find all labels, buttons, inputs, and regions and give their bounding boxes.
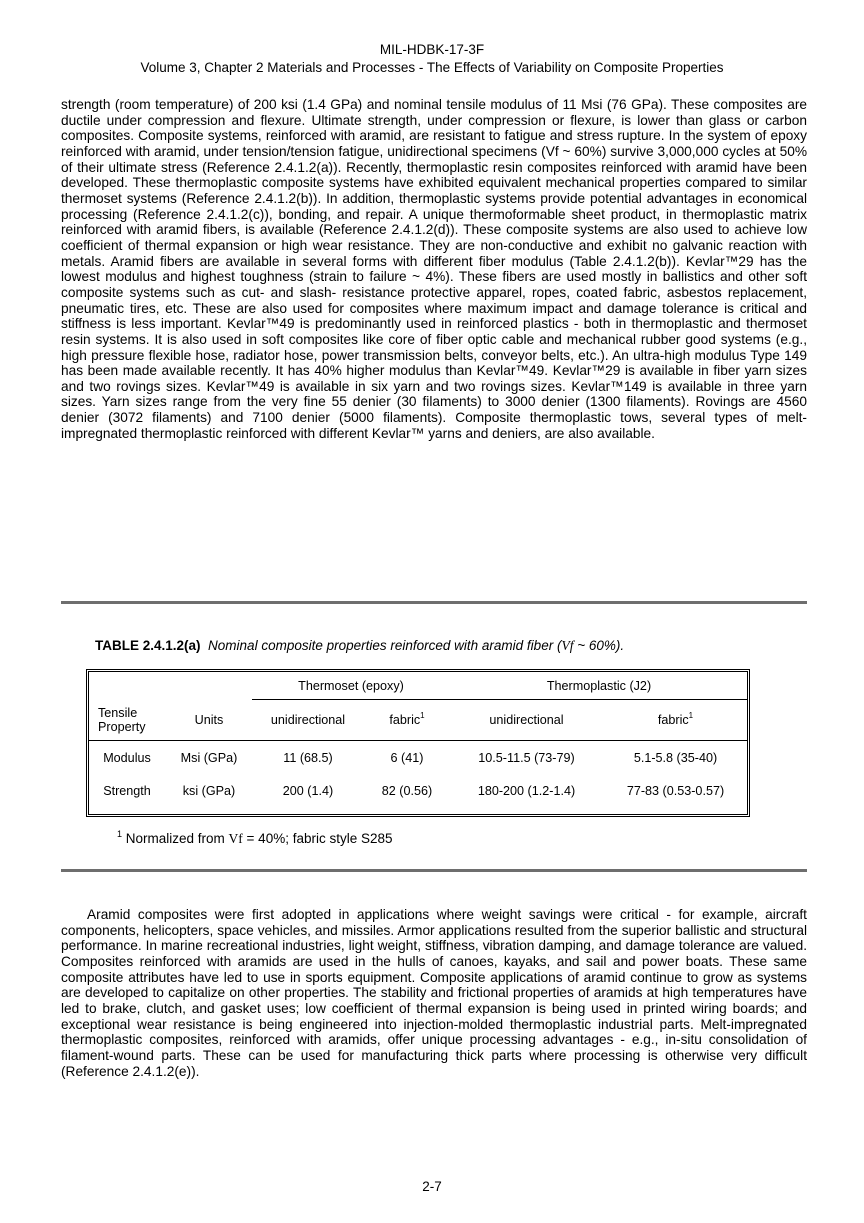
cell-property: Modulus [103,750,151,765]
cell-value: 180-200 (1.2-1.4) [477,783,576,798]
column-header-units: Units [194,712,224,727]
footnote-mark: 1 [117,829,123,839]
body-paragraph-2: Aramid composites were first adopted in applications where weight savings were critical - for example, aircraft components, helicopters, space vehicles, and missiles. Armor applications resulted from the superior ballistic and structural performance. In marine recreational industries, light weight, stiffness, vibration damping, and damage tolerance are valued. Composites reinforced with aramids are used in the hulls of canoes, kayaks, and sail and power boats. These same composite attributes have led to use in sports equipment. Composite applications of aramid continue to grow as systems are developed to capitalize on other properties. The stability and frictional properties of aramids at high temperatures have led to brake, clutch, and gasket uses; low coefficient of thermal expansion is being used in printed wiring boards; and exceptional wear resistance is being engineered into injection-molded thermoplastic industrial parts. Melt-impregnated thermoplastic composites, reinforced with aramids, offer unique processing advantages - e.g., in-situ consolidation of filament-wound parts. These can be used for manufacturing thick parts where processing is otherwise very difficult (Reference 2.4.1.2(e)). [61,907,807,1079]
cell-value: 10.5-11.5 (73-79) [478,750,575,765]
group-header-thermoset: Thermoset (epoxy) [252,671,450,700]
column-header-thermoplastic-fabric: fabric$^1$ [657,711,694,727]
column-header-thermoset-unidirectional: unidirectional [270,713,346,727]
cell-property: Strength [103,783,151,798]
cell-value: 77-83 (0.53-0.57) [626,783,725,798]
section-divider-top [61,601,807,604]
cell-units: Msi (GPa) [180,750,238,765]
cell-units: ksi (GPa) [182,783,236,798]
table-row [88,774,748,807]
footnote-var: Vf [228,831,243,846]
section-divider-bottom [61,869,807,872]
cell-value: 6 (41) [390,750,424,765]
table-footnote: $^1$ Normalized from Vf = 40%; fabric style S285 [117,829,393,846]
column-header-thermoplastic-unidirectional: unidirectional [489,713,564,727]
body-paragraph-1: strength (room temperature) of 200 ksi (1.4 GPa) and nominal tensile modulus of 11 Msi (76 GPa). These composites are ductile under compression and flexure. Ultimate strength, under compression or flexure, is lower than glass or carbon composites. Composite systems, reinforced with aramid, are resistant to fatigue and stress rupture. In the system of epoxy reinforced with aramid, under tension/tension fatigue, unidirectional specimens (Vf ~ 60%) survive 3,000,000 cycles at 50% of their ultimate stress (Reference 2.4.1.2(a)). Recently, thermoplastic resin composites reinforced with aramid have been developed. These thermoplastic composite systems have exhibited equivalent mechanical properties compared to similar thermoset systems (Reference 2.4.1.2(b)). In addition, thermoplastic systems provide potential advantages in economical processing (Reference 2.4.1.2(c)), bonding, and repair. A unique thermoformable sheet product, in thermoplastic matrix reinforced with aramid fibers, is available (Reference 2.4.1.2(d)). These composite systems are also used to achieve low coefficient of thermal expansion or high wear resistance. They are non-conductive and exhibit no galvanic reaction with metals. Aramid fibers are available in several forms with different fiber modulus (Table 2.4.1.2(b)). Kevlar™29 has the lowest modulus and highest toughness (strain to failure ~ 4%). These fibers are used mostly in ballistics and other soft composite systems such as cut- and slash- resistance protective apparel, ropes, coated fabric, asbestos replacement, pneumatic tires, etc. These are also used for composites where maximum impact and damage tolerance is critical and stiffness is less important. Kevlar™49 is predominantly used in reinforced plastics - both in thermoplastic and thermoset resin systems. It is also used in soft composites like core of fiber optic cable and mechanical rubber good systems (e.g., high pressure flexible hose, radiator hose, power transmission belts, conveyor belts, etc.). An ultra-high modulus Type 149 has been made available recently. It has 40% higher modulus than Kevlar™49. Kevlar™29 is available in fiber yarn sizes and two rovings sizes. Kevlar™49 is available in six yarn and two rovings sizes. Kevlar™149 is available in three yarn sizes. Yarn sizes range from the very fine 55 denier (30 filaments) to 3000 denier (1300 filaments). Rovings are 4560 denier (3072 filaments) and 7100 denier (5000 filaments). Composite thermoplastic tows, several types of melt-impregnated thermoplastic reinforced with different Kevlar™ yarns and deniers, are also available. [61,97,807,441]
cell-value: 200 (1.4) [282,783,334,798]
column-header-thermoset-fabric: fabric$^1$ [389,711,425,727]
table-caption [95,638,624,654]
cell-value: 82 (0.56) [381,783,433,798]
table-title-tail: ~ 60%). [573,638,625,653]
chapter-heading: Volume 3, Chapter 2 Materials and Processes - The Effects of Variability on Composite Properties [140,60,724,75]
column-header-property: Tensile Property [98,705,146,734]
table-number: TABLE 2.4.1.2(a) [95,638,201,653]
cell-value: 11 (68.5) [283,750,333,765]
page-number: 2-7 [422,1179,442,1194]
footnote-ref: 1 [420,711,425,720]
document-id: MIL-HDBK-17-3F [379,42,485,57]
table-title-var: Vf [561,638,574,653]
group-header-thermoplastic: Thermoplastic (J2) [450,671,748,700]
table-title: Nominal composite properties reinforced with aramid fiber ( [208,638,562,653]
properties-table [88,671,748,807]
cell-value: 5.1-5.8 (35-40) [633,750,718,765]
table-row [88,741,748,775]
footnote-ref: 1 [688,711,694,720]
